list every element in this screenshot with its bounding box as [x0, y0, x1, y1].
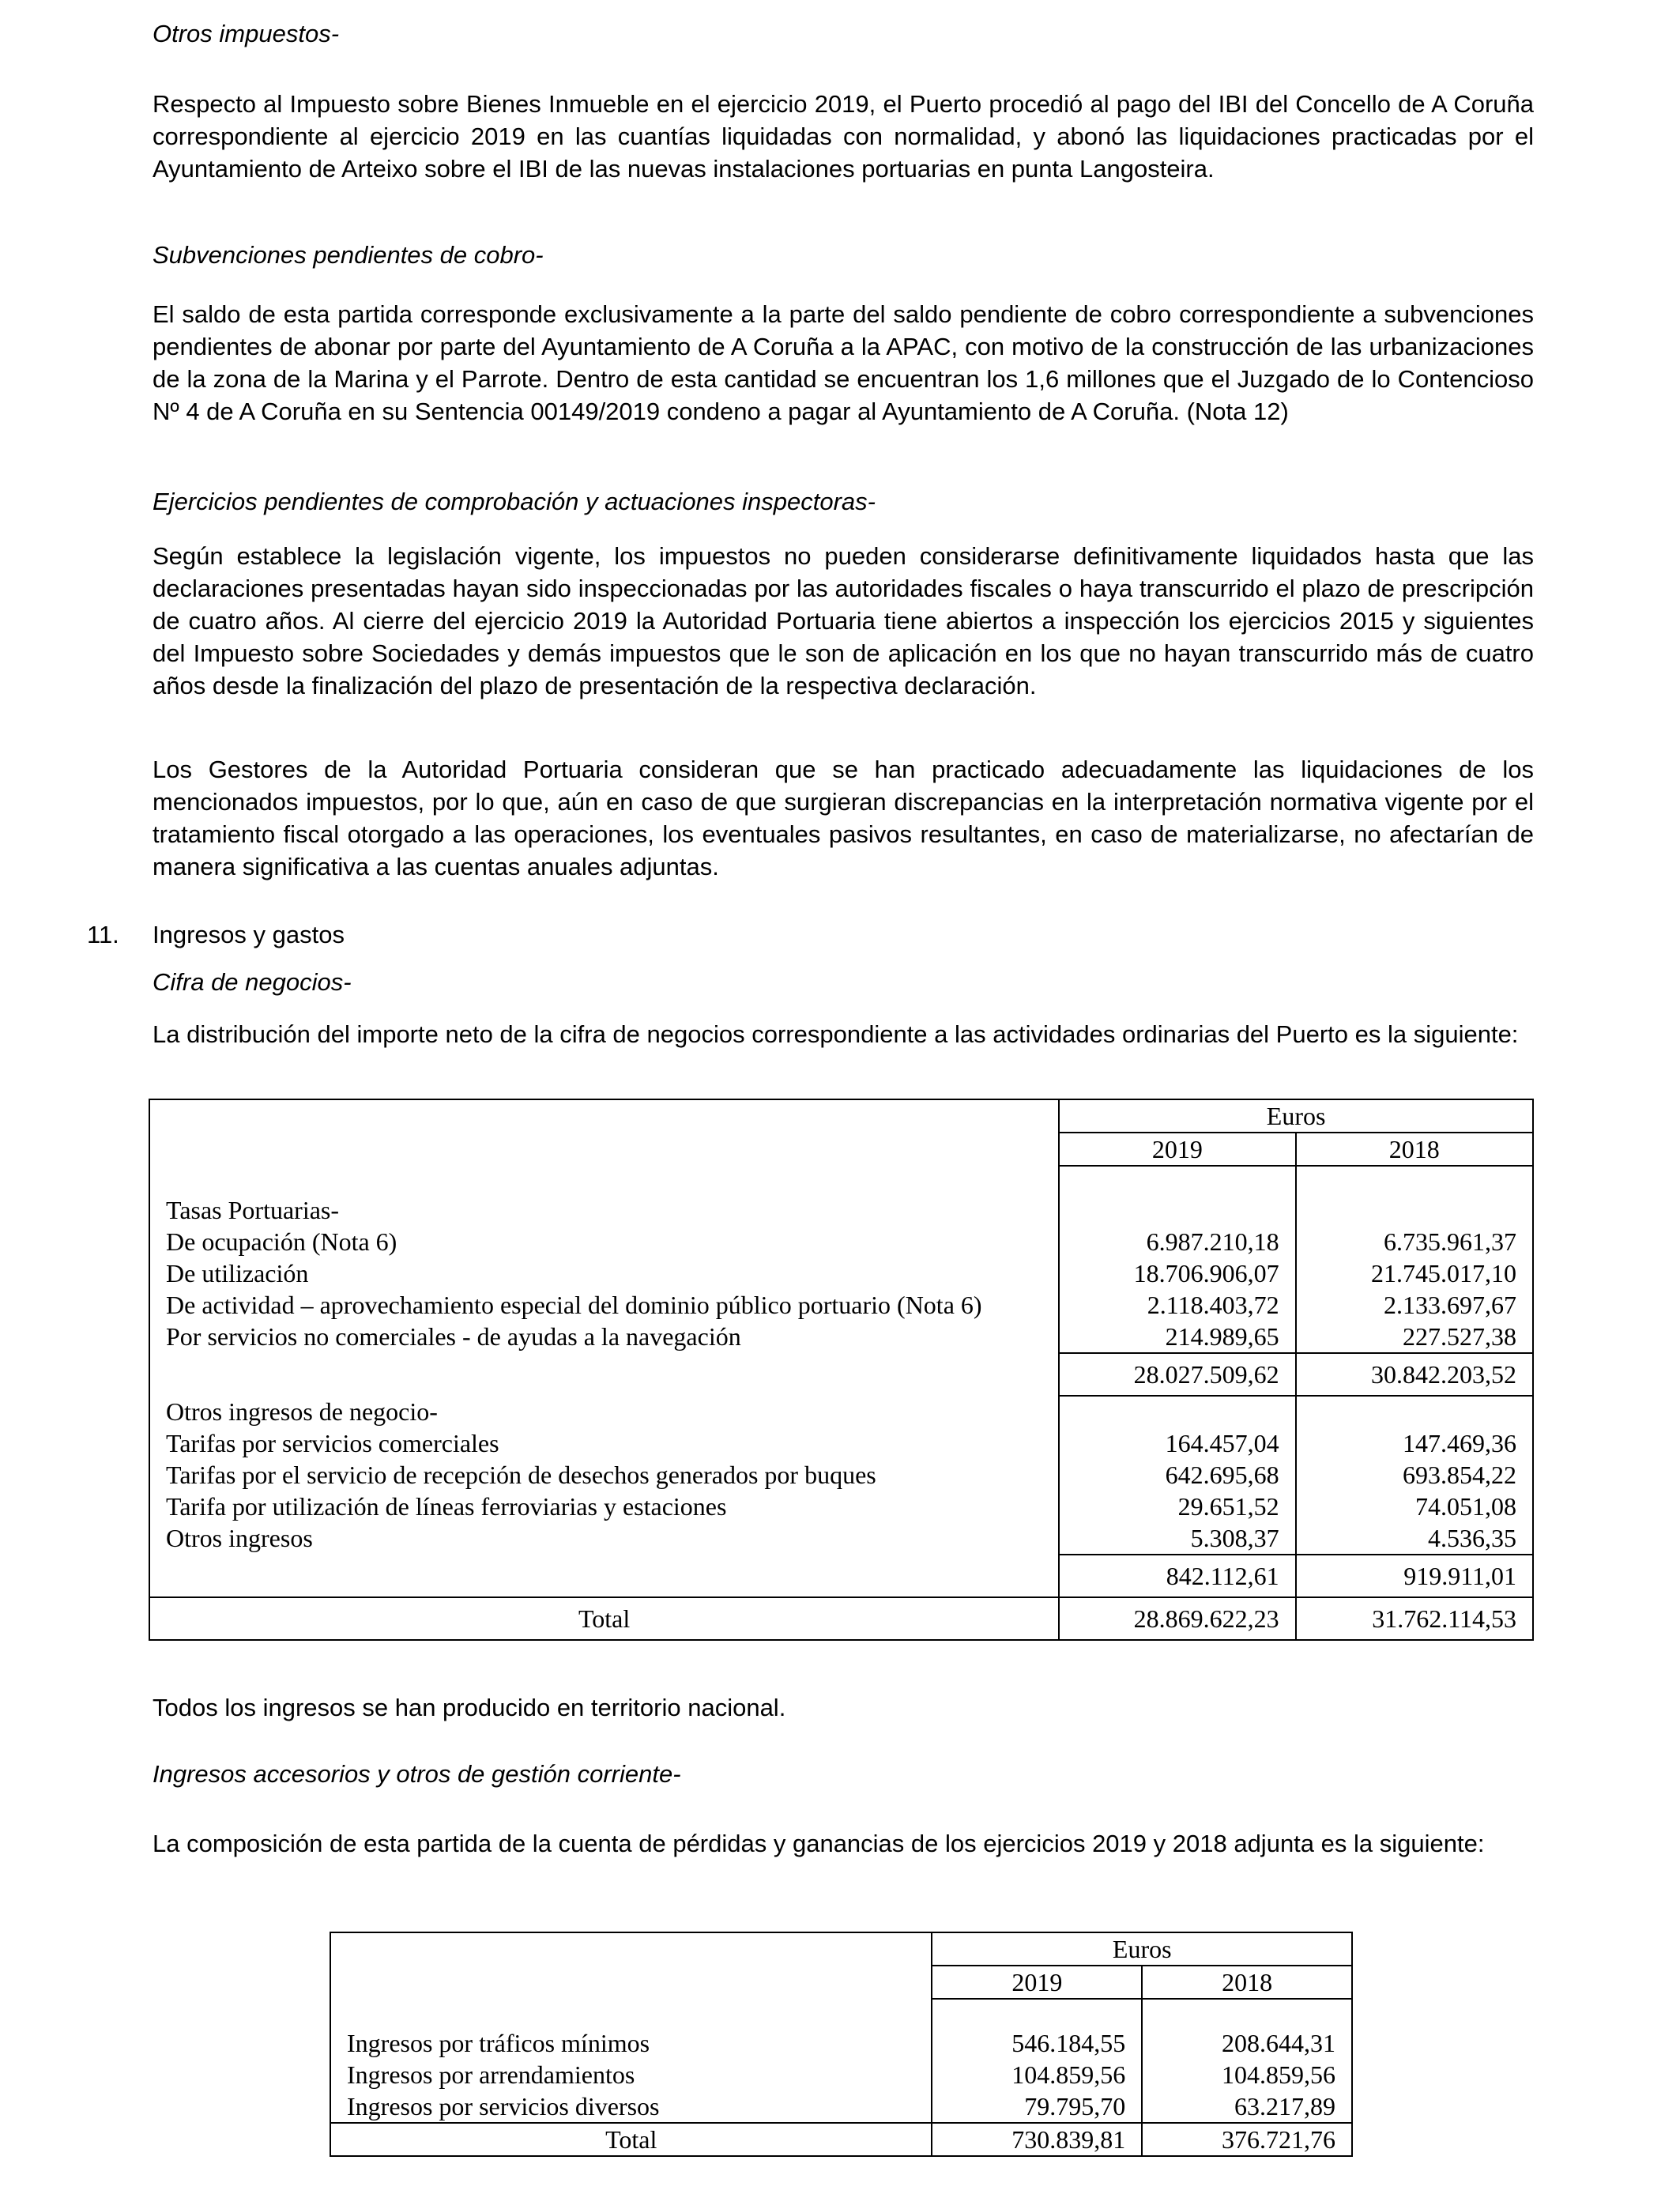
paragraph-subvenciones: El saldo de esta partida corresponde exclusivamente a la parte del saldo pendiente de cobro correspondiente a subvenciones pendientes de abonar por parte del Ayuntamiento de A Coruña a la APAC, con motivo de la construcción de las urbanizaciones de la zona de la Marina y el Parrote. Dentro de esta cantidad se encuentran los 1,6 millones que el Juzgado de lo Contencioso Nº 4 de A Coruña en su Sentencia 00149/2019 condeno a pagar al Ayuntamiento de A Coruña. (Nota 12) — [153, 300, 1534, 425]
table-row — [149, 1459, 1533, 1491]
total-2019: 730.839,81 — [932, 2123, 1142, 2156]
table-row — [149, 1427, 1533, 1459]
total-row — [330, 2123, 1352, 2156]
total-2018: 376.721,76 — [1142, 2123, 1352, 2156]
paragraph-ejercicios-2: Los Gestores de la Autoridad Portuaria consideran que se han practicado adecuadamente las liquidaciones de los mencionados impuestos, por lo que, aún en caso de que surgieran discrepancias en la interpretación normativa vigente por el tratamiento fiscal otorgado a las operaciones, los eventuales pasivos resultantes, en caso de materializarse, no afectarían de manera significativa a las cuentas anuales adjuntas. — [153, 756, 1534, 880]
total-label: Total — [149, 1597, 1059, 1640]
row-value-2019: 164.457,04 — [1059, 1427, 1295, 1459]
table-row — [149, 1257, 1533, 1289]
note-number: 11. — [87, 921, 119, 948]
row-value-2019: 5.308,37 — [1059, 1522, 1295, 1555]
row-value-2018: 6.735.961,37 — [1384, 1227, 1516, 1256]
row-value-2019: 18.706.906,07 — [1059, 1257, 1295, 1289]
year-header-2018: 2018 — [1142, 1966, 1352, 1999]
table-row — [149, 1522, 1533, 1555]
total-2018: 31.762.114,53 — [1296, 1597, 1533, 1640]
section-heading-ejercicios: Ejercicios pendientes de comprobación y actuaciones inspectoras- — [153, 488, 876, 515]
row-value-2019: 2.118.403,72 — [1059, 1289, 1295, 1321]
row-label: Ingresos por tráficos mínimos — [330, 2027, 932, 2059]
row-label: Tarifa por utilización de líneas ferroviarias y estaciones — [149, 1491, 1059, 1522]
paragraph-ingresos-accesorios: La composición de esta partida de la cuenta de pérdidas y ganancias de los ejercicios 2019 y 2018 adjunta es la siguiente: — [153, 1830, 1485, 1857]
table-row — [149, 1226, 1533, 1257]
ingresos-accesorios-table — [330, 1932, 1353, 2157]
table-row — [149, 1289, 1533, 1321]
row-label: Tarifas por el servicio de recepción de desechos generados por buques — [149, 1459, 1059, 1491]
year-header-2019: 2019 — [932, 1966, 1142, 1999]
row-label: Otros ingresos — [149, 1522, 1059, 1555]
row-label: Ingresos por arrendamientos — [330, 2059, 932, 2090]
row-value-2019: 79.795,70 — [932, 2090, 1142, 2123]
row-value-2018: 4.536,35 — [1428, 1524, 1516, 1552]
cifra-negocios-table — [149, 1099, 1534, 1641]
year-header-2019: 2019 — [1059, 1133, 1295, 1166]
group-title-tasas: Tasas Portuarias- — [149, 1194, 1059, 1226]
total-2019: 28.869.622,23 — [1059, 1597, 1295, 1640]
row-label: De utilización — [149, 1257, 1059, 1289]
spacer-row — [149, 1166, 1533, 1194]
row-value-2019: 104.859,56 — [932, 2059, 1142, 2090]
table-row — [330, 2027, 1352, 2059]
note-title: Ingresos y gastos — [153, 921, 345, 948]
row-value-2018: 147.469,36 — [1403, 1429, 1516, 1457]
row-value-2019: 214.989,65 — [1059, 1321, 1295, 1353]
paragraph-cifra-negocios: La distribución del importe neto de la cifra de negocios correspondiente a las actividades ordinarias del Puerto es la siguiente: — [153, 1020, 1519, 1048]
currency-header: Euros — [1059, 1099, 1533, 1133]
table-header-row — [149, 1099, 1533, 1133]
subtotal-2018: 30.842.203,52 — [1296, 1353, 1533, 1396]
paragraph-territorio-nacional: Todos los ingresos se han producido en territorio nacional. — [153, 1694, 786, 1721]
row-value-2018: 208.644,31 — [1222, 2029, 1335, 2057]
table-row — [149, 1491, 1533, 1522]
subtotal-2019: 28.027.509,62 — [1059, 1353, 1295, 1396]
subtotal-2018: 919.911,01 — [1296, 1555, 1533, 1597]
row-value-2018: 2.133.697,67 — [1384, 1291, 1516, 1319]
group-title-row — [149, 1194, 1533, 1226]
row-value-2018: 21.745.017,10 — [1371, 1259, 1516, 1287]
spacer-row — [330, 1999, 1352, 2027]
row-value-2019: 642.695,68 — [1059, 1459, 1295, 1491]
row-label: De actividad – aprovechamiento especial del dominio público portuario (Nota 6) — [149, 1289, 1059, 1321]
row-value-2018: 227.527,38 — [1403, 1322, 1516, 1351]
table-header-row — [330, 1932, 1352, 1966]
paragraph-otros-impuestos: Respecto al Impuesto sobre Bienes Inmueble en el ejercicio 2019, el Puerto procedió al pago del IBI del Concello de A Coruña correspondiente al ejercicio 2019 en las cuantías liquidadas con normalidad, y abonó las liquidaciones practicadas por el Ayuntamiento de Arteixo sobre el IBI de las nuevas instalaciones portuarias en punta Langosteira. — [153, 90, 1534, 183]
total-label: Total — [330, 2123, 932, 2156]
table-row — [149, 1321, 1533, 1353]
row-value-2018: 63.217,89 — [1234, 2092, 1335, 2120]
currency-header: Euros — [932, 1932, 1352, 1966]
section-heading-cifra-negocios: Cifra de negocios- — [153, 968, 352, 996]
section-heading-subvenciones: Subvenciones pendientes de cobro- — [153, 241, 544, 269]
row-value-2018: 104.859,56 — [1222, 2060, 1335, 2089]
row-label: Tarifas por servicios comerciales — [149, 1427, 1059, 1459]
paragraph-ejercicios-1: Según establece la legislación vigente, los impuestos no pueden considerarse definitivamente liquidados hasta que las declaraciones presentadas hayan sido inspeccionadas por las autoridades fiscales o haya transcurrido el plazo de prescripción de cuatro años. Al cierre del ejercicio 2019 la Autoridad Portuaria tiene abiertos a inspección los ejercicios 2015 y siguientes del Impuesto sobre Sociedades y demás impuestos que le son de aplicación en los que no hayan transcurrido más de cuatro años desde la finalización del plazo de presentación de la respectiva declaración. — [153, 542, 1534, 699]
table-row — [330, 2090, 1352, 2123]
row-value-2019: 29.651,52 — [1059, 1491, 1295, 1522]
table-row — [330, 2059, 1352, 2090]
row-value-2018: 74.051,08 — [1415, 1492, 1516, 1521]
total-row — [149, 1597, 1533, 1640]
section-heading-otros-impuestos: Otros impuestos- — [153, 20, 340, 47]
group-title-otros: Otros ingresos de negocio- — [149, 1396, 1059, 1427]
row-label: Ingresos por servicios diversos — [330, 2090, 932, 2123]
subtotal-row — [149, 1555, 1533, 1597]
row-value-2018: 693.854,22 — [1403, 1461, 1516, 1489]
row-label: Por servicios no comerciales - de ayudas a la navegación — [149, 1321, 1059, 1353]
subtotal-2019: 842.112,61 — [1059, 1555, 1295, 1597]
row-value-2019: 546.184,55 — [932, 2027, 1142, 2059]
group-title-row — [149, 1396, 1533, 1427]
row-label: De ocupación (Nota 6) — [149, 1226, 1059, 1257]
year-header-2018: 2018 — [1296, 1133, 1533, 1166]
subtotal-row — [149, 1353, 1533, 1396]
row-value-2019: 6.987.210,18 — [1059, 1226, 1295, 1257]
section-heading-ingresos-accesorios: Ingresos accesorios y otros de gestión corriente- — [153, 1760, 681, 1788]
